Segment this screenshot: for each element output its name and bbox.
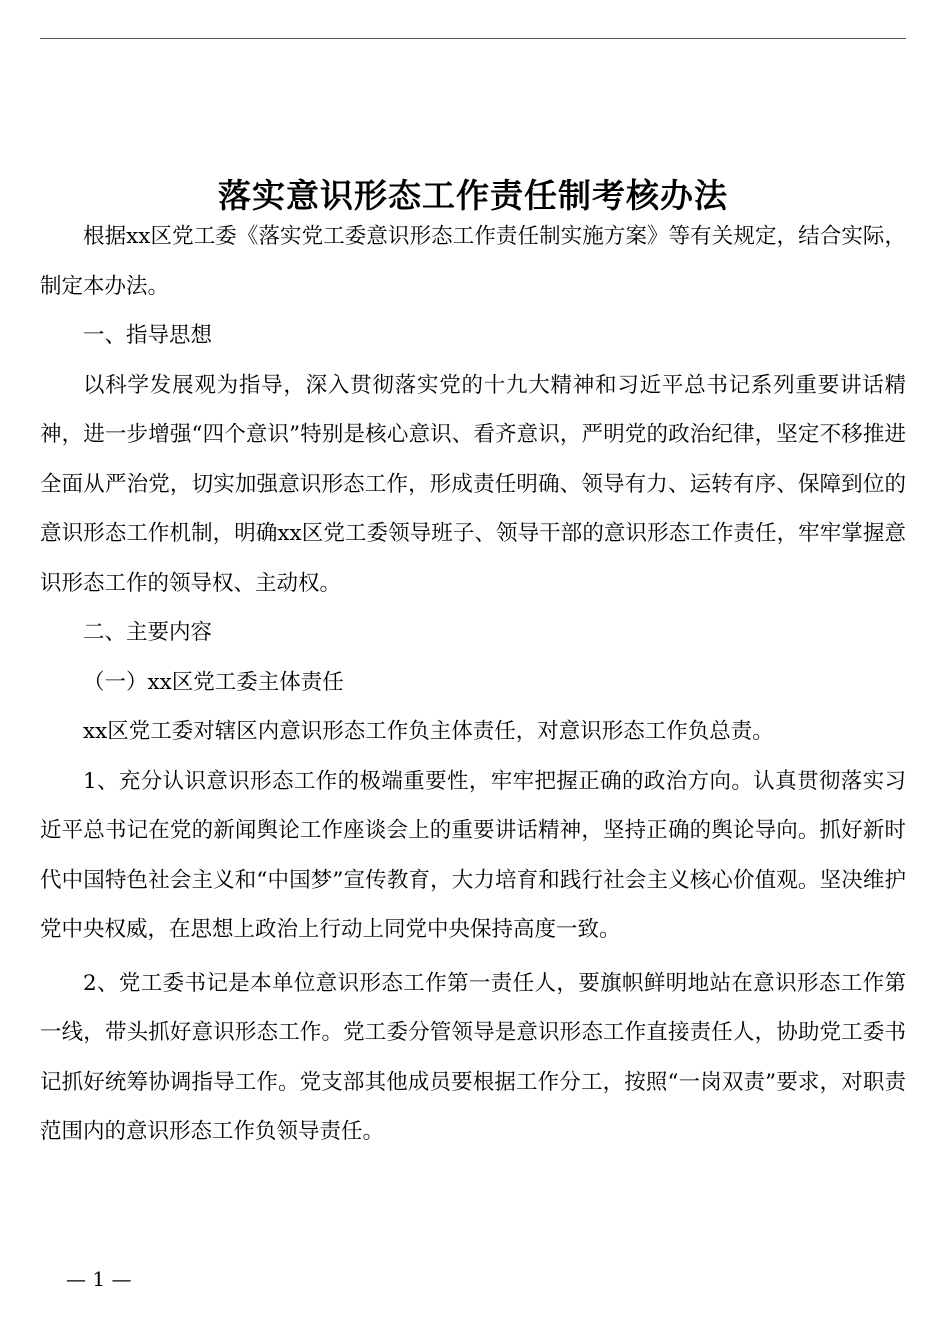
section-heading-guiding-thought: 一、指导思想 (83, 323, 213, 348)
paragraph-item-2: 2、党工委书记是本单位意识形态工作第一责任人，要旗帜鲜明地站在意识形态工作第一线，带头抓好意识形态工作。党工委分管领导是意识形态工作直接责任人，协助党工委书记抓好统筹协调指导工作。党支部其他成员要根据工作分工，按照“一岗双责”要求，对职责范围内的意识形态工作负领导责任。 (40, 970, 906, 1144)
section-heading-main-content: 二、主要内容 (83, 620, 213, 645)
paragraph-item-1: 1、充分认识意识形态工作的极端重要性，牢牢把握正确的政治方向。认真贯彻落实习近平总书记在党的新闻舆论工作座谈会上的重要讲话精神，坚持正确的舆论导向。抓好新时代中国特色社会主义和“中国梦”宣传教育，大力培育和践行社会主义核心价值观。坚决维护党中央权威，在思想上政治上行动上同党中央保持高度一致。 (40, 768, 906, 942)
paragraph-basis: 根据xx区党工委《落实党工委意识形态工作责任制实施方案》等有关规定，结合实际，制定本办法。 (40, 224, 906, 299)
document-body (40, 212, 906, 1157)
paragraph-guiding-thought: 以科学发展观为指导，深入贯彻落实党的十九大精神和习近平总书记系列重要讲话精神，进一步增强“四个意识”特别是核心意识、看齐意识，严明党的政治纪律，坚定不移推进全面从严治党，切实加强意识形态工作，形成责任明确、领导有力、运转有序、保障到位的意识形态工作机制，明确xx区党工委领导班子、领导干部的意识形态工作责任，牢牢掌握意识形态工作的领导权、主动权。 (40, 372, 906, 596)
page-number: — 1 — (66, 1267, 132, 1291)
document-title: 落实意识形态工作责任制考核办法 (218, 176, 728, 216)
header-rule (40, 38, 906, 39)
paragraph-main-responsibility: xx区党工委对辖区内意识形态工作负主体责任，对意识形态工作负总责。 (83, 719, 774, 744)
subsection-heading-main-responsibility: （一）xx区党工委主体责任 (83, 669, 344, 695)
